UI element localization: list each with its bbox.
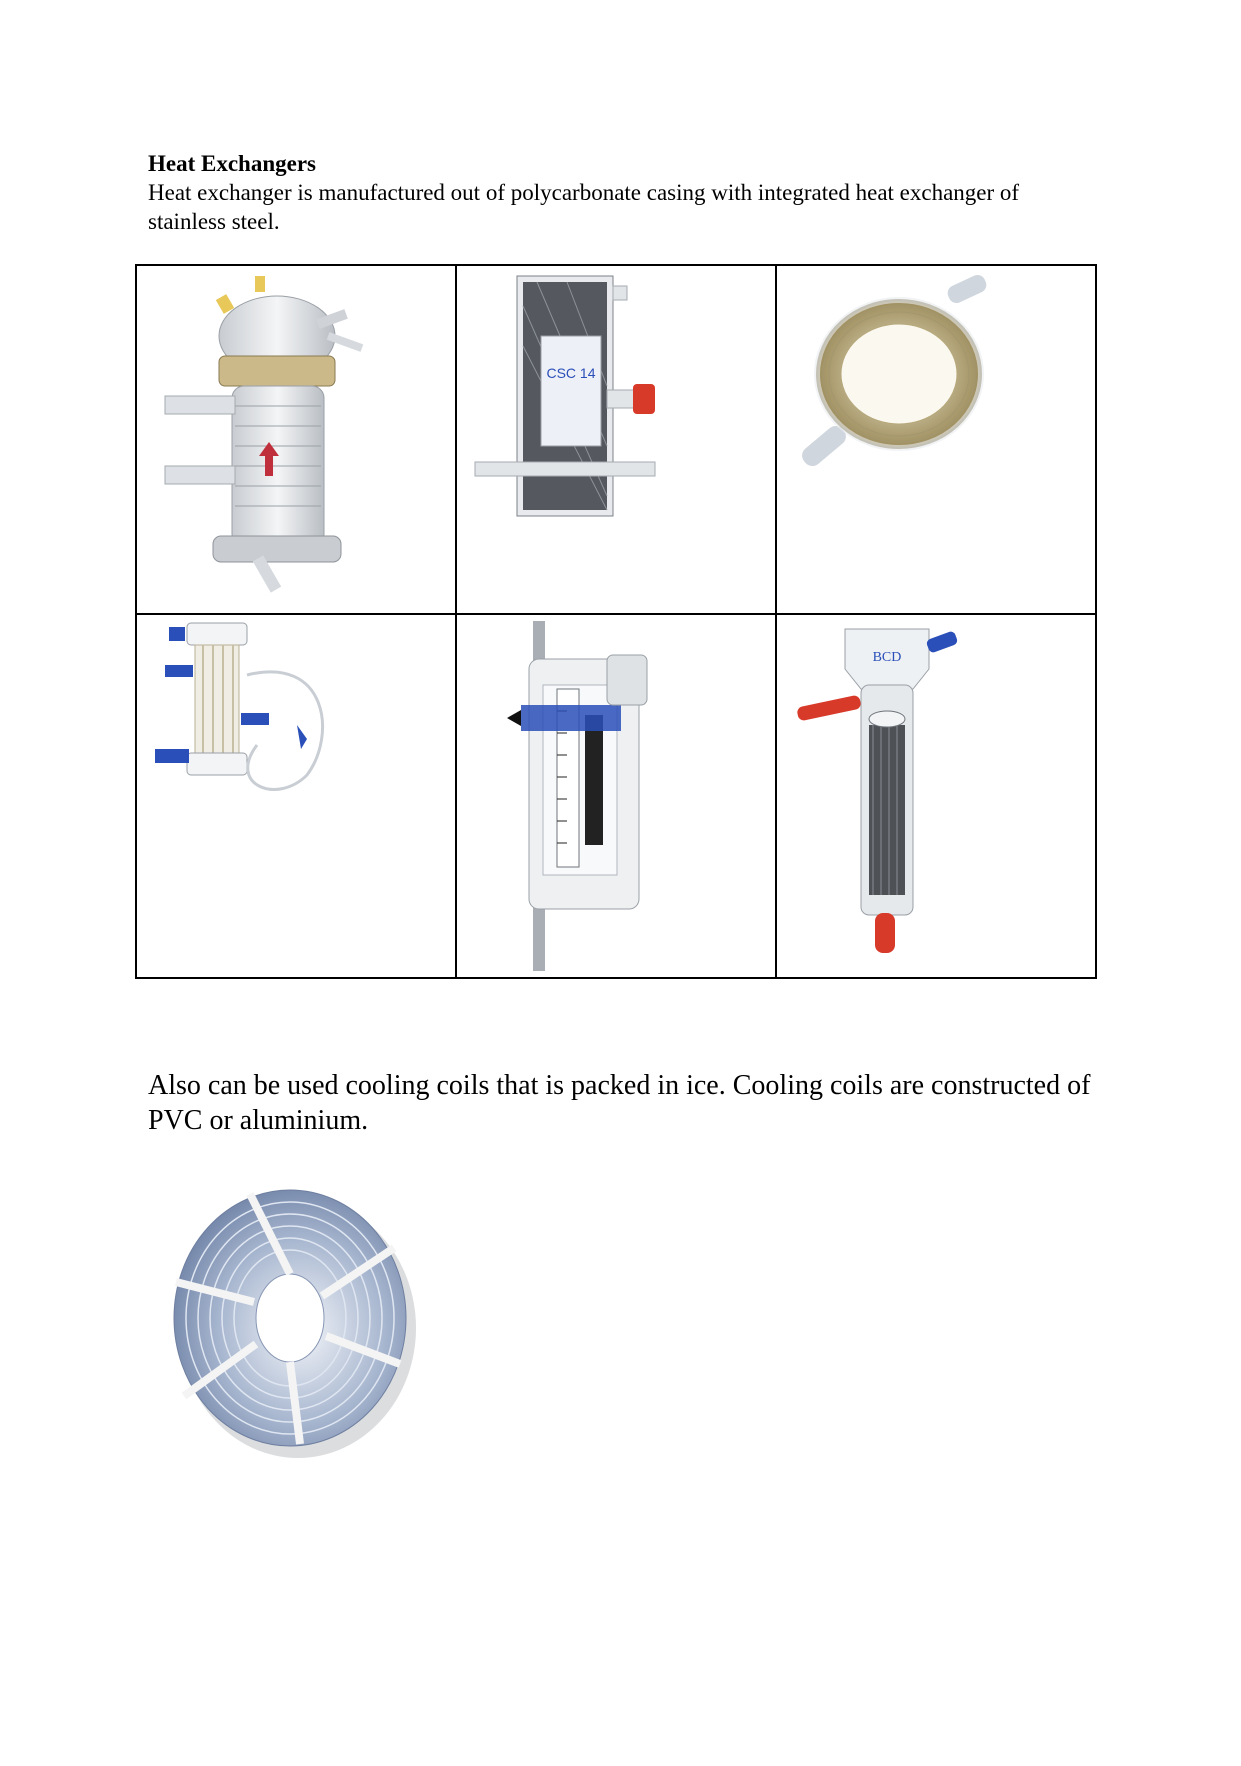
image-cell-heat-exchanger-bcd xyxy=(776,614,1096,978)
heat-exchanger-ring-image xyxy=(777,266,1095,613)
cooling-coil-image xyxy=(150,1168,430,1468)
image-cell-heat-exchanger-dome xyxy=(136,265,456,614)
section-heading: Heat Exchangers xyxy=(148,151,317,176)
image-cell-heat-exchanger-pole-mounted xyxy=(456,614,776,978)
csc-label: CSC 14 xyxy=(546,365,596,381)
cooling-coils-text: Also can be used cooling coils that is packed in ice. Cooling coils are constructed of PVC or aluminium. xyxy=(148,1070,1091,1136)
heat-exchanger-dome-image xyxy=(137,266,455,613)
heat-exchanger-pole-mounted-image xyxy=(457,615,775,977)
image-cell-heat-exchanger-csc14 xyxy=(456,265,776,614)
bcd-label: BCD xyxy=(872,650,902,665)
image-cell-heat-exchanger-coil-manifold xyxy=(136,614,456,978)
heat-exchanger-coil-manifold-image xyxy=(137,615,455,977)
heat-exchanger-bcd-image xyxy=(777,615,1095,977)
heat-exchanger-image-grid xyxy=(135,264,1097,979)
heat-exchanger-csc14-image xyxy=(457,266,775,613)
image-cell-heat-exchanger-ring xyxy=(776,265,1096,614)
section-intro: Heat exchanger is manufactured out of polycarbonate casing with integrated heat exchanger of stainless steel. xyxy=(148,180,1020,234)
